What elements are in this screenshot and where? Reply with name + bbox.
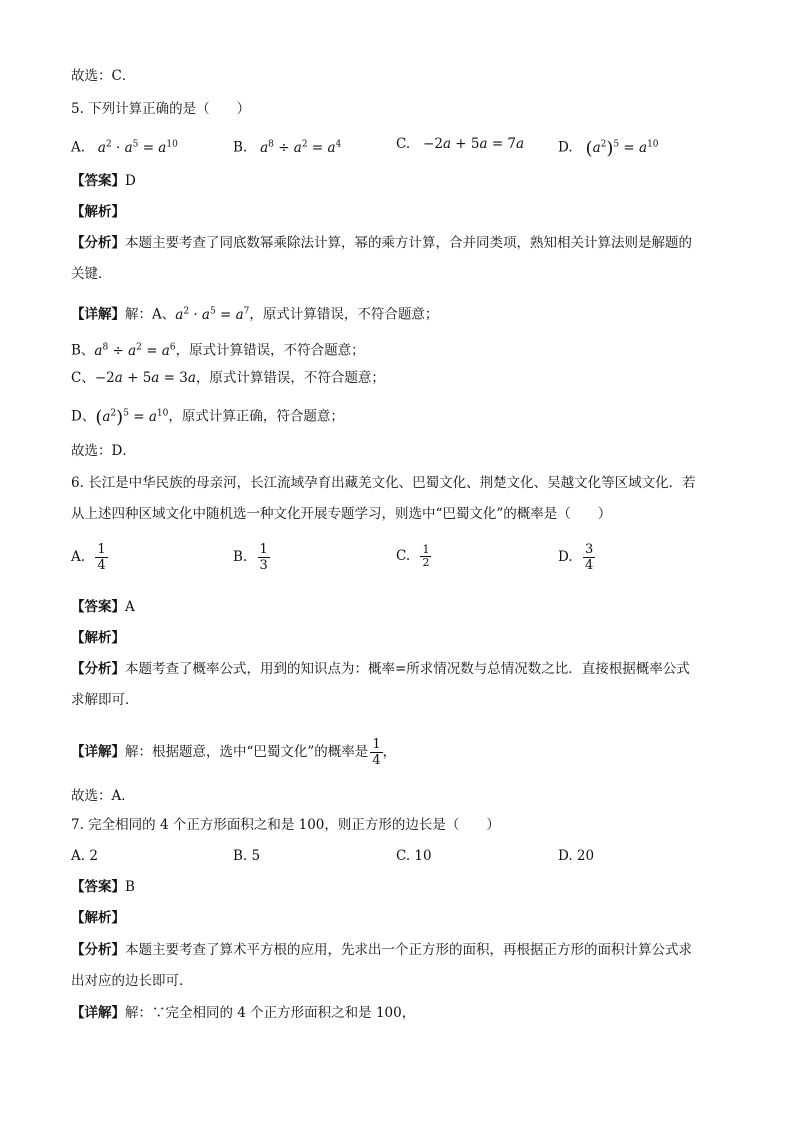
q6-option-d-den: 4 [584,558,594,573]
q5-detail-a [71,301,438,325]
q5-detail-d-post: ，原式计算正确，符合题意； [168,408,344,425]
q6-option-d-num: 3 [584,542,594,557]
q5-option-a-formula: $a^2 \cdot a^5 = a^{10}$ [89,139,178,156]
q6-option-b-num: 1 [259,542,268,557]
q6-option-a-num: 1 [97,542,106,557]
q6-detail-frac-num: 1 [372,737,381,752]
q6-option-b [233,542,270,573]
q6-option-a [71,542,108,573]
q5-detail-d [71,403,344,428]
q5-option-b-label: B. [233,139,248,156]
q6-detail [71,734,396,770]
q5-detail-a-formula: $a^2 \cdot a^5 = a^7$ [175,306,250,323]
q6-option-b-label: B. [233,549,248,565]
q5-detail-c-post: ，原式计算错误，不符合题意； [195,370,385,386]
q7-fenxi-line1 [71,940,692,960]
q6-option-c-fraction [420,544,431,569]
q5-answer [71,171,136,191]
q6-option-d-fraction [583,542,595,573]
q7-fenxi-tag: 【分析】 [71,942,125,958]
q7-answer-tag: 【答案】 [71,879,125,895]
q6-detail-frac-den: 4 [372,753,381,768]
q7-analysis-tag: 【解析】 [71,910,125,926]
q5-choose: 故选：D． [71,443,136,459]
q5-detail-b [71,337,365,361]
q7-detail-tag: 【详解】 [71,1005,125,1021]
q5-answer-value: D [125,173,136,189]
q7-fenxi-text1: 本题主要考查了算术平方根的应用，先求出一个正方形的面积，再根据正方形的面积计算公式求 [125,942,692,958]
q5-detail-b-pre: B、 [71,342,95,359]
q7-answer-value: B [125,879,135,895]
q5-option-c [396,134,524,154]
q5-detail-tag: 【详解】 [71,306,125,323]
q7-stem: 7. 完全相同的 4 个正方形面积之和是 100，则正方形的边长是（ ） [71,817,500,833]
q6-option-c-num: 1 [422,543,430,556]
q5-stem: 5. 下列计算正确的是（ ） [71,101,251,117]
q6-option-d-label: D. [558,549,573,565]
q6-fenxi-line1 [71,659,690,679]
q5-option-b-formula: $a^8 \div a^2 = a^4$ [251,139,342,156]
q6-option-c-den: 2 [422,556,430,569]
q5-option-c-label: C. [396,136,411,152]
q7-fenxi-line2: 出对应的边长即可． [71,973,193,989]
prev-answer-choice: 故选：C． [71,68,136,84]
q6-detail-post: ， [382,744,397,760]
q6-fenxi-text1: 本题考查了概率公式，用到的知识点为：概率=所求情况数与总情况数之比．直接根据概率公式 [125,661,690,677]
q5-detail-c [71,368,385,388]
q5-detail-c-pre: C、 [71,370,95,386]
q6-analysis-tag: 【解析】 [71,630,125,646]
q6-stem-line1: 6. 长江是中华民族的母亲河，长江流域孕育出藏羌文化、巴蜀文化、荆楚文化、吴越文化等区域文化．若 [71,475,696,491]
q6-detail-fraction [370,737,382,768]
q6-choose: 故选：A． [71,788,135,804]
q6-answer [71,597,135,617]
q6-detail-pre: 解：根据题意，选中“巴蜀文化”的概率是 [125,744,369,760]
q6-option-a-den: 4 [97,558,106,573]
q7-option-b: B. 5 [233,848,261,864]
q5-option-d [558,134,659,159]
q5-detail-b-post: ，原式计算错误，不符合题意； [175,342,365,359]
q7-detail-text: 解：∵完全相同的 4 个正方形面积之和是 100， [125,1005,416,1021]
q5-fenxi-line2: 关键． [71,266,112,282]
q5-fenxi-line1 [71,233,692,253]
q5-option-b [233,134,341,158]
q5-option-c-formula: −2a + 5a = 7a [423,136,525,152]
q7-detail [71,1003,415,1023]
q5-analysis-tag: 【解析】 [71,204,125,220]
q6-option-b-den: 3 [259,558,268,573]
q7-option-d: D. 20 [558,848,595,864]
q6-fenxi-line2: 求解即可． [71,692,139,708]
q6-option-b-fraction [258,542,270,573]
q6-option-a-label: A. [71,549,86,565]
q5-detail-a-post: ，原式计算错误，不符合题意； [249,306,439,323]
q5-option-d-label: D. [558,139,573,156]
q5-detail-d-pre: D、 [71,408,96,425]
q6-detail-tag: 【详解】 [71,744,125,760]
q6-answer-tag: 【答案】 [71,599,125,615]
q7-option-a: A. 2 [71,848,98,864]
q5-option-a-label: A. [71,139,86,156]
q5-detail-a-pre: 解：A、 [125,306,176,323]
q6-option-c [396,544,431,569]
q5-answer-tag: 【答案】 [71,173,125,189]
q5-option-d-formula: $(a^2)^5 = a^{10}$ [585,137,659,159]
q6-fenxi-tag: 【分析】 [71,661,125,677]
q7-answer [71,877,135,897]
q6-answer-value: A [125,599,135,615]
q6-option-c-label: C. [396,548,411,564]
q5-detail-b-formula: $a^8 \div a^2 = a^6$ [94,342,176,359]
q6-option-d [558,542,595,573]
q6-option-a-fraction [95,542,107,573]
q5-option-a [71,134,178,158]
q5-fenxi-tag: 【分析】 [71,235,125,251]
q5-detail-d-formula: $(a^2)^5 = a^{10}$ [95,406,169,428]
q5-fenxi-text1: 本题主要考查了同底数幂乘除法计算，幂的乘方计算，合并同类项，熟知相关计算法则是解题的 [125,235,692,251]
q5-detail-c-formula: −2a + 5a = 3a [94,370,196,386]
q7-option-c: C. 10 [396,848,432,864]
q6-stem-line2: 从上述四种区域文化中随机选一种文化开展专题学习，则选中“巴蜀文化”的概率是（ ） [71,506,612,522]
